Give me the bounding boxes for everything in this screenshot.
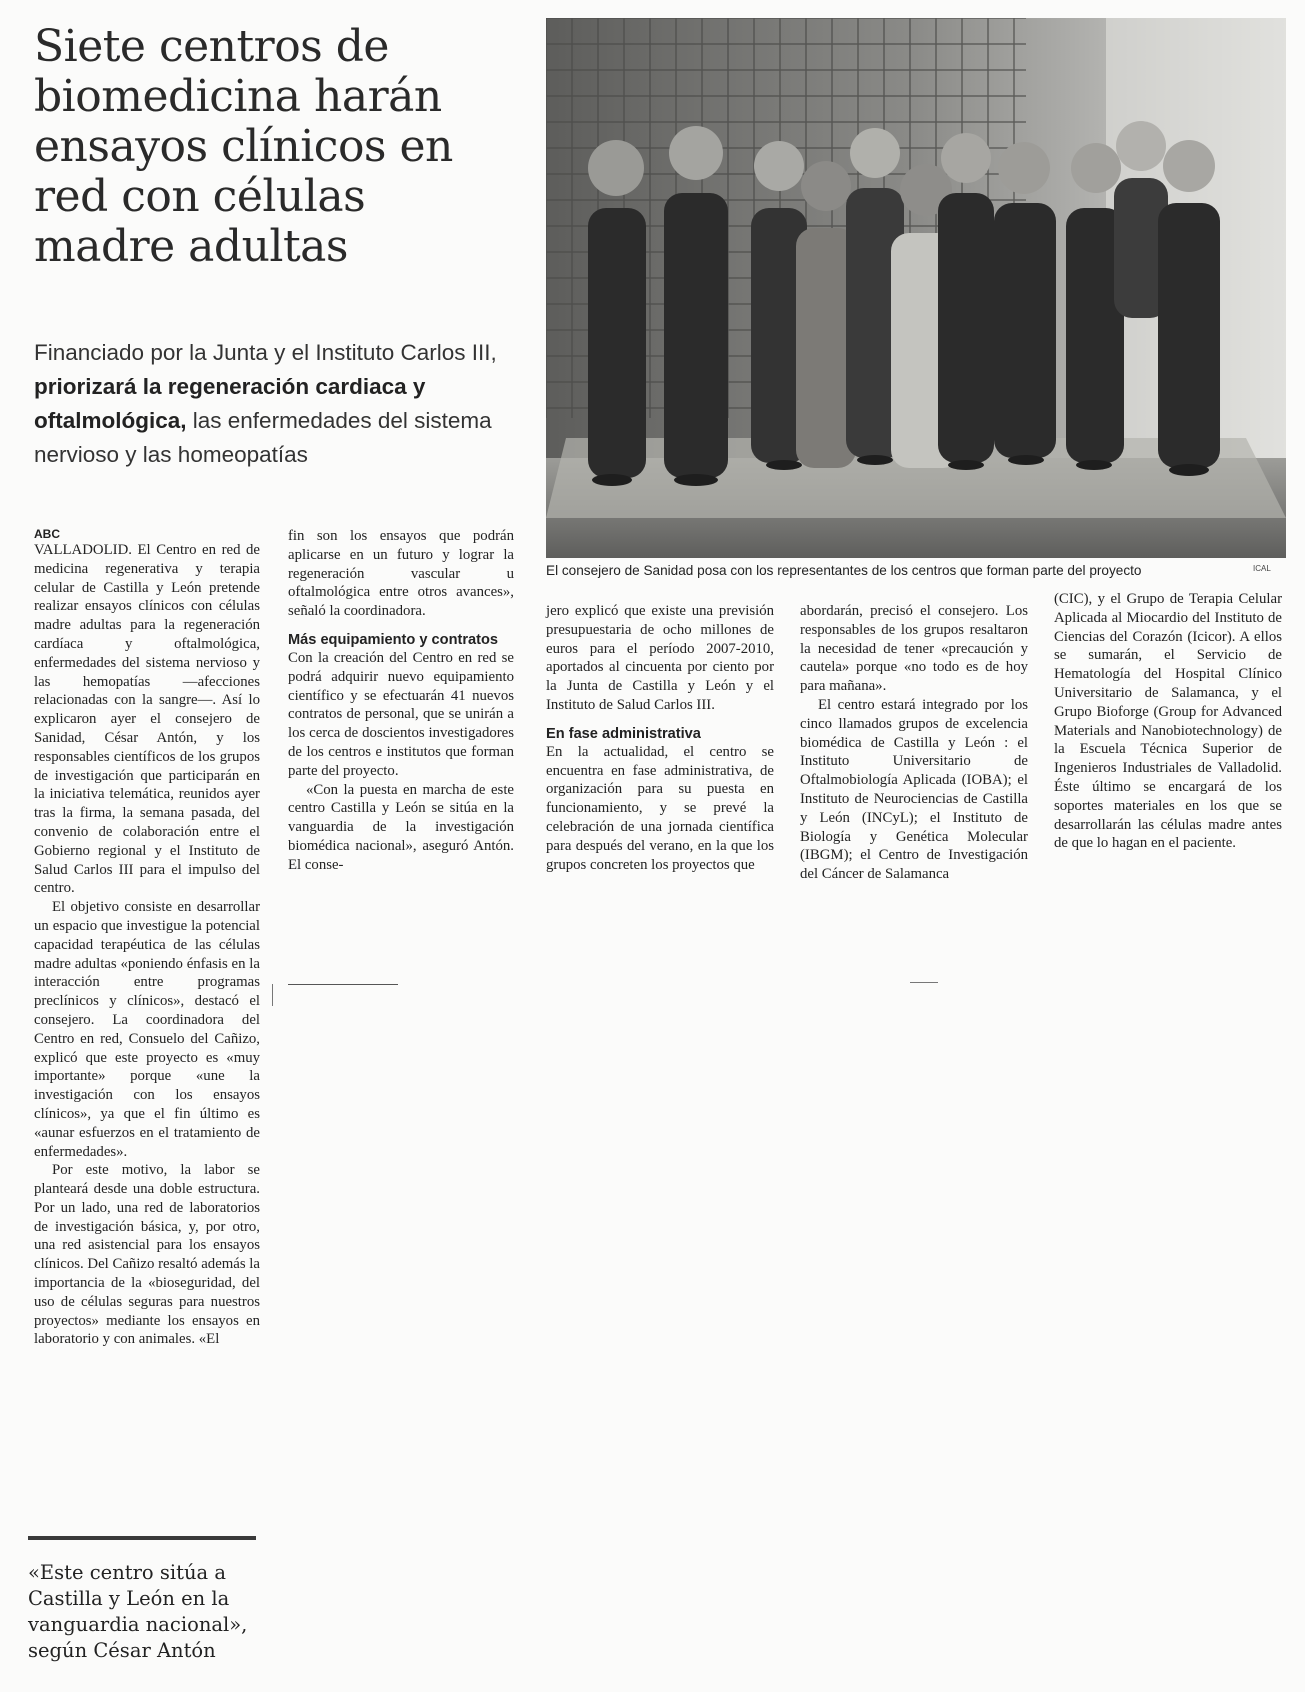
paragraph: «Con la puesta en marcha de este centro Castilla y León se sitúa en la vanguardia de la investigación biomédica nacional», aseguró Antón. El conse- (288, 781, 514, 873)
section-subtitle: En fase administrativa (546, 725, 701, 742)
section-subtitle: Más equipamiento y contratos (288, 631, 499, 648)
article-column-3 (546, 602, 774, 874)
article-column-5 (1054, 590, 1282, 853)
article-column-1 (34, 527, 260, 1349)
group-photo-image (546, 18, 1286, 558)
paragraph: El objetivo consiste en desarrollar un espacio que investigue la potencial capacidad terapéutica de las células madre adultas «poniendo énfasis en la interacción entre programas preclínicos y clínicos», destacó el consejero. La coordinadora del Centro en red, Consuelo del Cañizo, explicó que este proyecto es «muy importante» porque «une la investigación con los ensayos clínicos», ya que el fin último es «aunar esfuerzos en el tratamiento de enfermedades». (34, 899, 260, 1160)
paragraph: jero explicó que existe una previsión presupuestaria de ocho millones de euros para el período 2007-2010, aportados al cincuenta por ciento por la Junta de Castilla y León y el Instituto de Salud Carlos III. (546, 603, 774, 713)
divider (272, 984, 273, 1006)
paragraph: Con la creación del Centro en red se podrá adquirir nuevo equipamiento científico y se efectuarán 41 nuevos contratos de personal, que se unirán a los cerca de doscientos investigadores de los centros e institutos que forman parte del proyecto. (288, 649, 514, 779)
column-end-dash (910, 982, 938, 983)
paragraph: En la actualidad, el centro se encuentra en fase administrativa, de organización para su puesta en funcionamiento, y se prevé la celebración de una jornada científica para después del verano, en la que los grupos concreten los proyectos que (546, 743, 774, 873)
headline-line: biomedicina harán (34, 71, 442, 122)
column-end-rule (288, 984, 398, 985)
subheadline-text: Financiado por la Junta y el Instituto Carlos III, (34, 340, 497, 365)
pullquote: «Este centro sitúa a Castilla y León en la vanguardia nacional», según César Antón (28, 1561, 248, 1662)
paragraph: abordarán, precisó el consejero. Los responsables de los grupos resaltaron la necesidad de tener «precaución y cautela» porque «no todo es de hoy para mañana». (800, 603, 1028, 695)
paragraph: El centro estará integrado por los cinco llamados grupos de excelencia biomédica de Castilla y León : el Instituto Universitario de Oftalmobiología Aplicada (IOBA); el Instituto de Neurociencias de Castilla y León (INCyL); el Instituto de Biología y Genética Molecular (IBGM); el Centro de Investigación del Cáncer de Salamanca (800, 696, 1028, 883)
paragraph: Por este motivo, la labor se planteará desde una doble estructura. Por un lado, una red de laboratorios de investigación básica, y, por otro, una red asistencial para los ensayos clínicos. Del Cañizo resaltó además la importancia de la «bioseguridad, del uso de células seguras para nuestros proyectos» mediante los ensayos en laboratorio y con animales. «El (34, 1162, 260, 1348)
article-column-4 (800, 602, 1028, 884)
pullquote-rule (28, 1536, 256, 1540)
photo-credit: ICAL (1253, 564, 1271, 573)
article-column-2 (288, 527, 514, 875)
headline-line: madre adultas (34, 221, 348, 272)
subheadline-bold: priorizará la regeneración cardiaca y oftalmológica, (34, 374, 426, 433)
paragraph: (CIC), y el Grupo de Terapia Celular Aplicada al Miocardio del Instituto de Ciencias del Corazón (Icicor). A ellos se sumarán, el Servicio de Hematología del Hospital Clínico Universitario de Salamanca, y el Grupo Bioforge (Group for Advanced Materials and Nanobiotechnology) de la Escuela Técnica Superior de Ingenieros Industriales de Valladolid. Éste último se encargará de los soportes materiales en los que se desarrollarán las células madre antes de que lo hagan en el paciente. (1054, 591, 1282, 852)
headline-line: ensayos clínicos en (34, 121, 453, 172)
headline (34, 22, 504, 272)
headline-line: red con células (34, 171, 366, 222)
photo-caption: El consejero de Sanidad posa con los representantes de los centros que forman parte del proyecto (546, 563, 1142, 578)
paragraph: fin son los ensayos que podrán aplicarse en un futuro y lograr la regeneración vascular u oftalmológica entre otros avances», señaló la coordinadora. (288, 528, 514, 620)
subheadline (34, 336, 504, 472)
headline-line: Siete centros de (34, 21, 389, 72)
group-photo (546, 18, 1286, 558)
subheadline-text-end: las enfermedades del sistema nervioso y las homeopatías (34, 408, 492, 467)
paragraph: VALLADOLID. El Centro en red de medicina regenerativa y terapia celular de Castilla y León pretende realizar ensayos clínicos con células madre adultas para la regeneración cardíaca y oftalmológica, enfermedades del sistema nervioso y las hemopatías —afecciones relacionadas con la sangre—. Así lo explicaron ayer el consejero de Sanidad, César Antón, y los responsables científicos de los grupos de investigación que participarán en la iniciativa telemática, reunidos ayer tras la firma, la semana pasada, del convenio de colaboración entre el Gobierno regional y el Instituto de Salud Carlos III para el impulso del centro. (34, 542, 260, 897)
byline: ABC (34, 527, 60, 541)
